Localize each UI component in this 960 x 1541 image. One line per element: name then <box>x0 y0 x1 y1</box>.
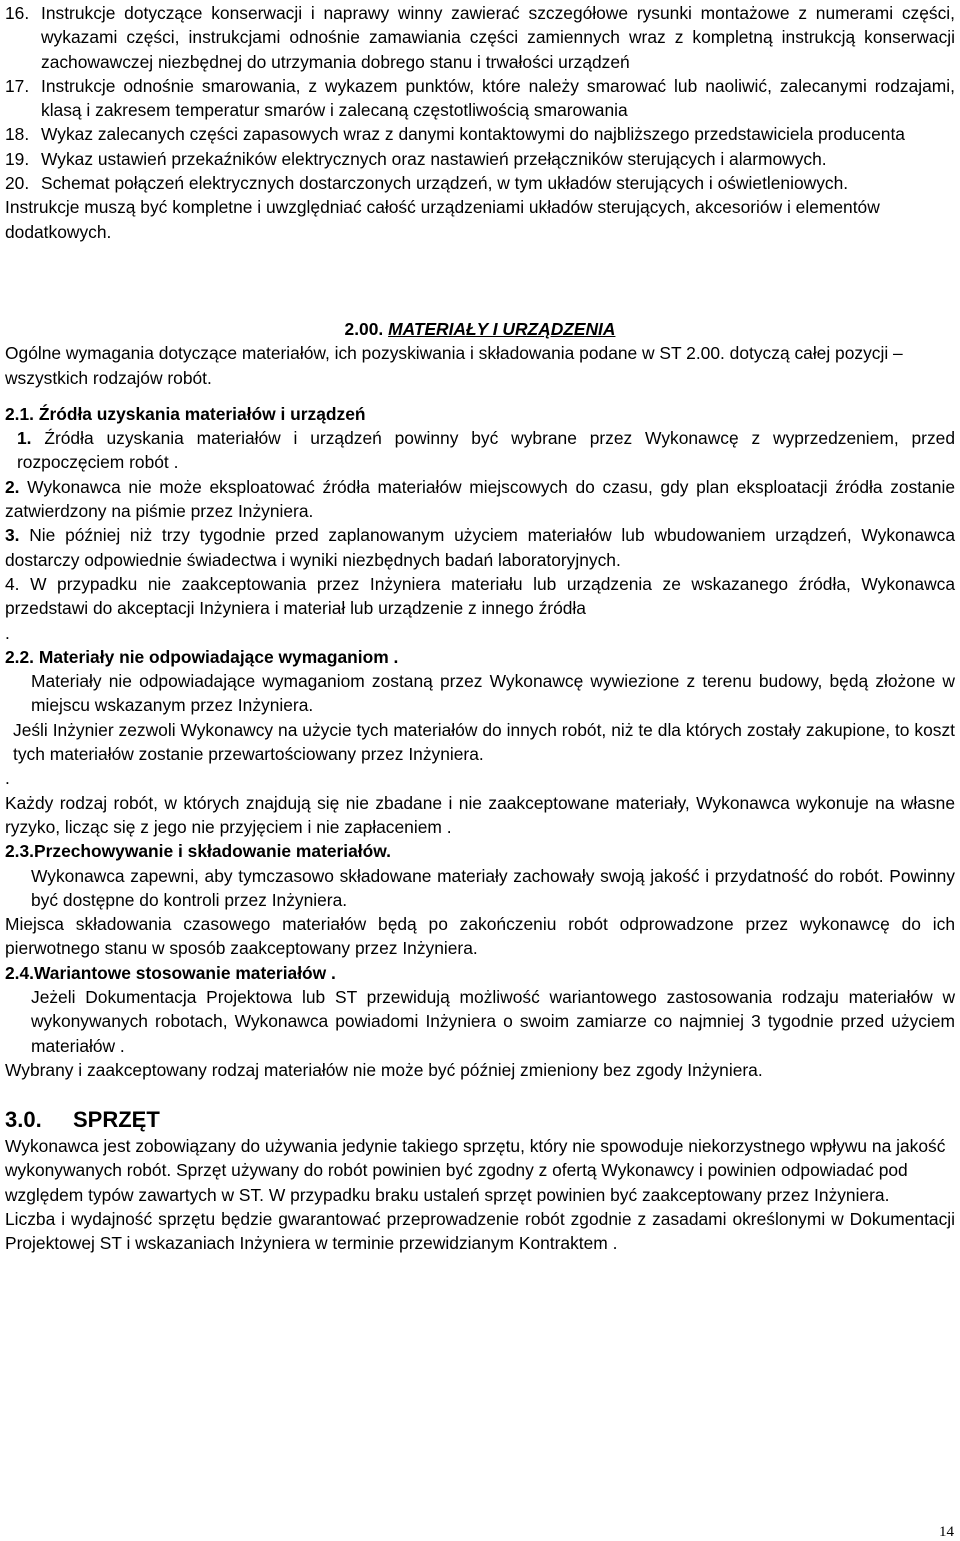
list-item <box>5 1 955 74</box>
paragraph: Jeżeli Dokumentacja Projektowa lub ST przewidują możliwość wariantowego zastosowania rodzaju materiałów w wykonywanych robotach, Wykonawca powiadomi Inżyniera o swoim zamiarze co najmniej 3 tygodnie przed użyciem materiałów . <box>31 986 955 1056</box>
paragraph <box>5 426 955 475</box>
section-number: 3.0. <box>5 1107 42 1133</box>
list-item <box>5 147 955 171</box>
list-item-number: 16. <box>5 3 30 23</box>
paragraph: Wykonawca zapewni, aby tymczasowo składowane materiały zachowały swoją jakość i przydatność do robót. Powinny być dostępne do kontroli przez Inżyniera. <box>31 865 955 910</box>
subsection-heading: 2.2. Materiały nie odpowiadające wymaganiom . <box>5 646 399 667</box>
document-page <box>5 1 955 1256</box>
materials-intro: Ogólne wymagania dotyczące materiałów, ich pozyskiwania i składowania podane w ST 2.00. dotyczą całej pozycji – wszystkich rodzajów robót. <box>5 343 903 388</box>
paragraph: Każdy rodzaj robót, w których znajdują się nie zbadane i nie zaakceptowane materiały, Wykonawca wykonuje na własne ryzyko, licząc się z jego nie przyjęciem i nie zapłaceniem . <box>5 792 955 837</box>
paragraph-number: 4. <box>5 573 20 594</box>
paragraph: Miejsca składowania czasowego materiałów będą po zakończeniu robót odprowadzone przez wykonawcę do ich pierwotnego stanu w sposób zaakceptowany przez Inżyniera. <box>5 914 955 959</box>
subsection-heading: 2.1. Źródła uzyskania materiałów i urządzeń <box>5 403 366 424</box>
spacer <box>5 244 955 317</box>
list-item <box>5 122 955 146</box>
subsection-heading: 2.3.Przechowywanie i składowanie materiałów. <box>5 841 391 862</box>
list-item-text: Wykaz zalecanych części zapasowych wraz z danymi kontaktowymi do najbliższego przedstawiciela producenta <box>41 124 905 145</box>
spacer <box>5 1082 955 1106</box>
list-item <box>5 74 955 123</box>
spacer <box>5 390 955 402</box>
paragraph-number: 2. <box>5 476 20 497</box>
paragraph <box>5 523 955 572</box>
section-heading-equipment <box>5 1106 955 1134</box>
section-number: 2.00. <box>344 318 384 339</box>
paragraph-text: W przypadku nie zaakceptowania przez Inżyniera materiału lub urządzenia ze wskazanego źródła, Wykonawca przedstawi do akceptacji Inżyniera i materiał lub urządzenie z innego źródła <box>5 573 955 619</box>
section-heading-materials <box>5 317 955 341</box>
list-item <box>5 171 955 195</box>
list-item-text: Wykaz ustawień przekaźników elektrycznych oraz nastawień przełączników sterujących i alarmowych. <box>41 148 827 169</box>
list-item-text: Instrukcje odnośnie smarowania, z wykazem punktów, które należy smarować lub naoliwić, zalecanymi rodzajami, klasą i zakresem temperatur smarów i zalecaną częstotliwością smarowania <box>41 75 955 121</box>
paragraph-text: Źródła uzyskania materiałów i urządzeń powinny być wybrane przez Wykonawcę z wyprzedzeniem, przed rozpoczęciem robót . <box>17 428 955 473</box>
list-item-text: Instrukcje dotyczące konserwacji i naprawy winny zawierać szczegółowe rysunki montażowe z numerami części, wykazami części, instrukcjami odnośnie zamawiania części zamiennych wraz z kompletną instrukcją konserwacji zachowawczej niezbędnej do utrzymania dobrego stanu i trwałości urządzeń <box>41 3 955 72</box>
list-item-number: 17. <box>5 75 30 96</box>
section-title: MATERIAŁY I URZĄDZENIA <box>388 318 616 339</box>
stray-dot: . <box>5 768 10 789</box>
numbered-list <box>5 1 955 195</box>
list-item-number: 20. <box>5 173 30 194</box>
section-title: SPRZĘT <box>73 1107 160 1133</box>
list-item-number: 18. <box>5 124 30 145</box>
instructions-note: Instrukcje muszą być kompletne i uwzględniać całość urządzeniami układów sterujących, akcesoriów i elementów dodatkowych. <box>5 197 880 242</box>
stray-dot: . <box>5 622 10 643</box>
page-number: 14 <box>939 1524 954 1540</box>
paragraph: Wybrany i zaakceptowany rodzaj materiałów nie może być później zmieniony bez zgody Inżyniera. <box>5 1059 763 1080</box>
paragraph-text: Wykonawca nie może eksploatować źródła materiałów miejscowych do czasu, gdy plan eksploatacji źródła zostanie zatwierdzony na piśmie przez Inżyniera. <box>5 476 955 522</box>
paragraph <box>5 572 955 621</box>
list-item-text: Schemat połączeń elektrycznych dostarczonych urządzeń, w tym układów sterujących i oświetleniowych. <box>41 173 849 194</box>
subsection-heading: 2.4.Wariantowe stosowanie materiałów . <box>5 962 336 983</box>
paragraph: Materiały nie odpowiadające wymaganiom zostaną przez Wykonawcę wywiezione z terenu budowy, będą złożone w miejscu wskazanym przez Inżyniera. <box>31 671 955 716</box>
paragraph-number: 3. <box>5 525 20 546</box>
paragraph-number: 1. <box>17 428 32 449</box>
paragraph: Jeśli Inżynier zezwoli Wykonawcy na użycie tych materiałów do innych robót, niż te dla których zostały zakupione, to koszt tych materiałów zostanie przewartościowany przez Inżyniera. <box>13 719 955 765</box>
paragraph <box>5 475 955 524</box>
paragraph: Liczba i wydajność sprzętu będzie gwarantować przeprowadzenie robót zgodnie z zasadami określonymi w Dokumentacji Projektowej ST i wskazaniach Inżyniera w terminie przewidzianym Kontraktem . <box>5 1209 955 1254</box>
paragraph: Wykonawca jest zobowiązany do używania jedynie takiego sprzętu, który nie spowoduje niekorzystnego wpływu na jakość wykonywanych robót. Sprzęt używany do robót powinien być zgodny z ofertą Wykonawcy i powinien odpowiadać pod względem typów zawartych w ST. W przypadku braku ustaleń sprzęt powinien być zaakceptowany przez Inżyniera. <box>5 1136 946 1205</box>
paragraph-text: Nie później niż trzy tygodnie przed zaplanowanym użyciem materiałów lub wbudowaniem urządzeń, Wykonawca dostarczy odpowiednie świadectwa i wyniki niezbędnych badań laboratoryjnych. <box>5 525 955 570</box>
list-item-number: 19. <box>5 148 30 169</box>
